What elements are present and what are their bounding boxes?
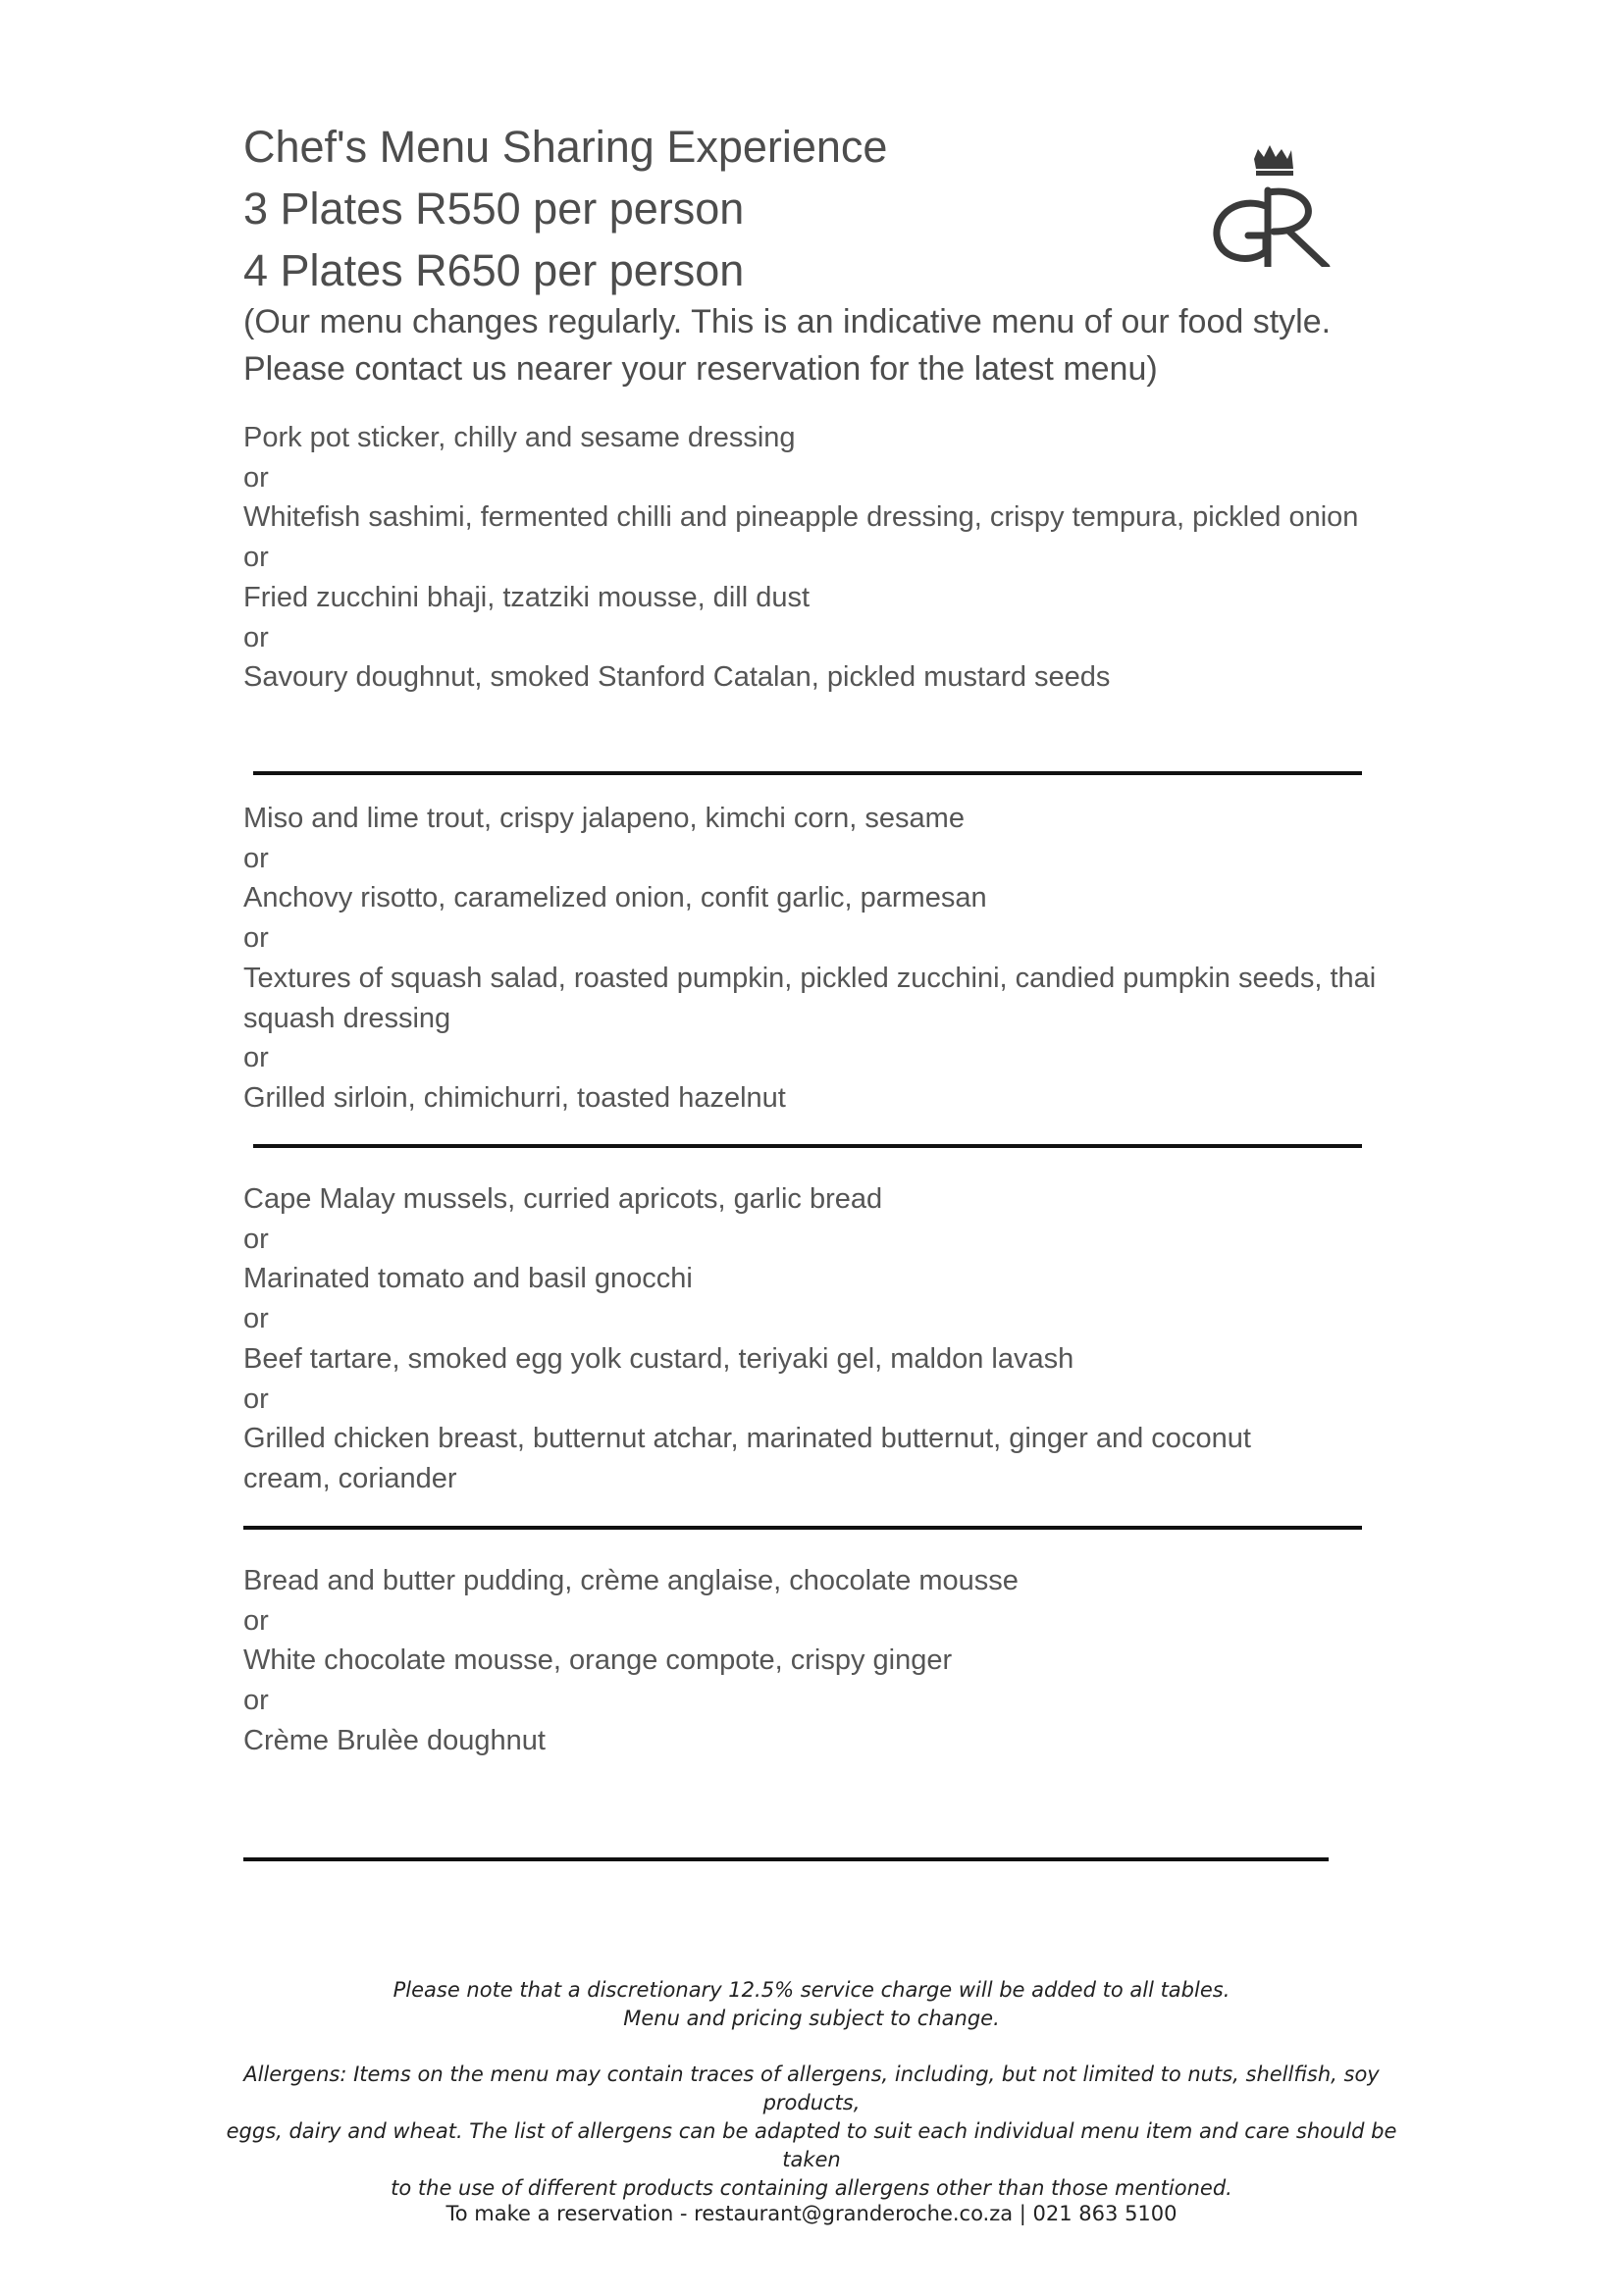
intro-line: Please contact us nearer your reservation for the latest menu) [243,350,1158,388]
section-divider [253,771,1362,775]
menu-line: Anchovy risotto, caramelized onion, confit garlic, parmesan [243,882,987,914]
menu-section-4 [243,1561,1460,1761]
allergen-line: Allergens: Items on the menu may contain traces of allergens, including, but not limited to nuts, shellfish, soy products, [243,2062,1380,2114]
menu-line: Bread and butter pudding, crème anglaise, chocolate mousse [243,1565,1019,1596]
menu-line: Beef tartare, smoked egg yolk custard, teriyaki gel, maldon lavash [243,1342,1074,1375]
allergen-line: eggs, dairy and wheat. The list of allergens can be adapted to suit each individual menu item and care should be taken [226,2119,1397,2171]
price-three-plates: 3 Plates R550 per person [243,183,745,234]
menu-line: or [243,1604,269,1637]
menu-line: White chocolate mousse, orange compote, crispy ginger [243,1644,953,1677]
menu-intro [243,298,1470,392]
menu-line: Textures of squash salad, roasted pumpkin, pickled zucchini, candied pumpkin seeds, thai [243,962,1377,994]
menu-line: or [243,621,269,653]
allergen-notice [196,2061,1427,2203]
section-divider [243,1857,1329,1861]
menu-line: or [243,922,269,955]
menu-line: squash dressing [243,1002,451,1034]
menu-section-3 [243,1179,1460,1499]
section-divider [243,1526,1362,1530]
menu-line: cream, coriander [243,1462,457,1494]
menu-line: Miso and lime trout, crispy jalapeno, kimchi corn, sesame [243,803,965,834]
note-line: Menu and pricing subject to change. [623,2007,1000,2030]
note-line: Please note that a discretionary 12.5% service charge will be added to all tables. [393,1978,1230,2002]
menu-line: Savoury doughnut, smoked Stanford Catalan, pickled mustard seeds [243,661,1111,694]
menu-line: or [243,1042,269,1074]
menu-title: Chef's Menu Sharing Experience [243,122,888,172]
allergen-line: to the use of different products containing allergens other than those mentioned. [391,2176,1232,2200]
reservation-contact: To make a reservation - restaurant@granderoche.co.za | 021 863 5100 [445,2202,1178,2225]
menu-line: Marinated tomato and basil gnocchi [243,1263,693,1295]
crown-gr-monogram-icon [1209,145,1342,267]
section-divider [253,1144,1362,1148]
intro-line: (Our menu changes regularly. This is an indicative menu of our food style. [243,303,1332,340]
menu-line: or [243,1383,269,1415]
menu-line: Grilled chicken breast, butternut atchar, marinated butternut, ginger and coconut [243,1423,1251,1455]
menu-section-2 [243,799,1460,1119]
menu-line: or [243,1303,269,1335]
menu-line: Whitefish sashimi, fermented chilli and pineapple dressing, crispy tempura, pickled onion [243,501,1359,534]
menu-line: Pork pot sticker, chilly and sesame dressing [243,422,796,453]
menu-line: or [243,542,269,574]
service-charge-note [0,1976,1623,2033]
menu-line: or [243,1223,269,1255]
menu-line: Grilled sirloin, chimichurri, toasted hazelnut [243,1081,786,1114]
price-four-plates: 4 Plates R650 per person [243,245,745,295]
menu-line: or [243,461,269,494]
menu-line: Cape Malay mussels, curried apricots, garlic bread [243,1183,883,1215]
menu-line: Crème Brulèe doughnut [243,1724,546,1756]
menu-section-1 [243,418,1460,698]
menu-line: Fried zucchini bhaji, tzatziki mousse, dill dust [243,581,811,613]
menu-line: or [243,842,269,874]
menu-line: or [243,1685,269,1717]
